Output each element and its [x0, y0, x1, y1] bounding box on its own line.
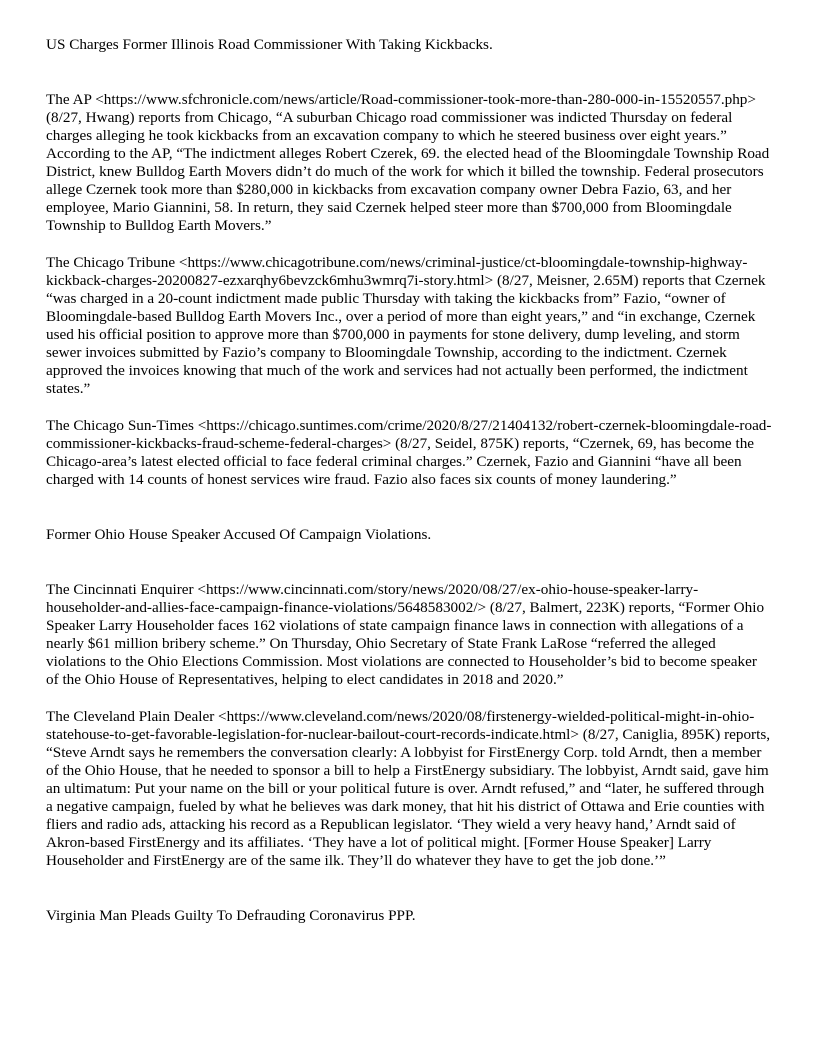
section-heading: Virginia Man Pleads Guilty To Defrauding Coronavirus PPP. — [46, 907, 416, 924]
paragraph: The Chicago Tribune <https://www.chicagotribune.com/news/criminal-justice/ct-bloomingdale-township-highway-kickback-charges-20200827-ezxarqhy6bevzck6mhu3wmrq7i-story.html> (8/27, Meisner, 2.65M) reports that Czernek “was charged in a 20-count indictment made public Thursday with taking the kickbacks from” Fazio, “owner of Bloomingdale-based Bulldog Earth Movers Inc., over a period of more than eight years,” and “in exchange, Czernek used his official position to approve more than $700,000 in payments for stone delivery, dump leveling, and storm sewer invoices submitted by Fazio’s company to Bloomingdale Township, according to the indictment. Czernek approved the invoices knowing that much of the work and services had not actually been performed, the indictment states.” — [46, 254, 766, 397]
section-heading: Former Ohio House Speaker Accused Of Campaign Violations. — [46, 526, 432, 543]
paragraph: The Cleveland Plain Dealer <https://www.cleveland.com/news/2020/08/firstenergy-wielded-political-might-in-ohio-statehouse-to-get-favorable-legislation-for-nuclear-bailout-court-records-indicate.html> (8/27, Caniglia, 895K) reports, “Steve Arndt says he remembers the conversation clearly: A lobbyist for FirstEnergy Corp. told Arndt, then a member of the Ohio House, that he needed to sponsor a bill to help a FirstEnergy subsidiary. The lobbyist, Arndt said, gave him an ultimatum: Put your name on the bill or your political future is over. Arndt refused,” and “later, he suffered through a negative campaign, fueled by what he believes was dark money, that hit his district of Ottawa and Erie counties with fliers and radio ads, attacking his record as a Republican legislator. ‘They wield a very heavy hand,’ Arndt said of Akron-based FirstEnergy and its affiliates. ‘They have a lot of political might. [Former House Speaker] Larry Householder and FirstEnergy are of the same ilk. They’ll do whatever they have to get the job done.’” — [46, 708, 771, 869]
section-heading: US Charges Former Illinois Road Commissioner With Taking Kickbacks. — [46, 36, 493, 53]
paragraph: The AP <https://www.sfchronicle.com/news/article/Road-commissioner-took-more-than-280-000-in-15520557.php> (8/27, Hwang) reports from Chicago, “A suburban Chicago road commissioner was indicted Thursday on federal charges alleging he took kickbacks from an excavation company to which he steered business over eight years.” According to the AP, “The indictment alleges Robert Czerek, 69. the elected head of the Bloomingdale Township Road District, knew Bulldog Earth Movers didn’t do much of the work for which it billed the township. Federal prosecutors allege Czernek took more than $280,000 in kickbacks from excavation company owner Debra Fazio, 63, and her employee, Mario Giannini, 58. In return, they said Czernek helped steer more than $700,000 from Bloomingdale Township to Bulldog Earth Movers.” — [46, 91, 770, 234]
document-page — [46, 36, 772, 925]
paragraph: The Cincinnati Enquirer <https://www.cincinnati.com/story/news/2020/08/27/ex-ohio-house-speaker-larry-householder-and-allies-face-campaign-finance-violations/5648583002/> (8/27, Balmert, 223K) reports, “Former Ohio Speaker Larry Householder faces 162 violations of state campaign finance laws in connection with allegations of a nearly $61 million bribery scheme.” On Thursday, Ohio Secretary of State Frank LaRose “referred the alleged violations to the Ohio Elections Commission. Most violations are connected to Householder’s bid to become speaker of the Ohio House of Representatives, helping to elect candidates in 2018 and 2020.” — [46, 581, 765, 688]
paragraph: The Chicago Sun-Times <https://chicago.suntimes.com/crime/2020/8/27/21404132/robert-czernek-bloomingdale-road-commissioner-kickbacks-fraud-scheme-federal-charges> (8/27, Seidel, 875K) reports, “Czernek, 69, has become the Chicago-area’s latest elected official to face federal criminal charges.” Czernek, Fazio and Giannini “have all been charged with 14 counts of honest services wire fraud. Fazio also faces six counts of money laundering.” — [46, 417, 772, 488]
